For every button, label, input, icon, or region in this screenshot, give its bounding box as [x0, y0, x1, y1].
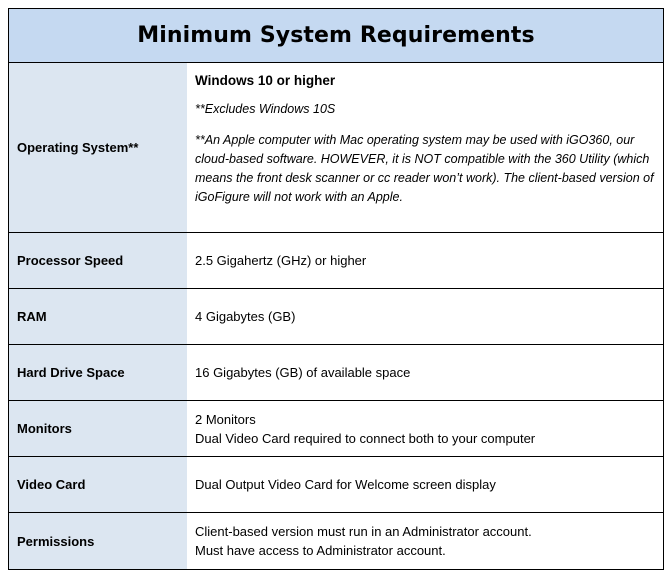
row-value-operating-system: [187, 63, 663, 232]
table-row-permissions: [9, 513, 663, 569]
table-header: [9, 9, 663, 63]
row-value-ram: 4 Gigabytes (GB): [195, 309, 296, 324]
apple-compatibility-note: **An Apple computer with Mac operating system may be used with iGO360, our cloud-based software. HOWEVER, it is NOT compatible with the 360 Utility (which means the front desk scanner or cc reader won’t work). The client-based version of iGoFigure will not work with an Apple.: [195, 133, 654, 204]
row-label-permissions: Permissions: [9, 513, 187, 569]
permissions-admin-account: Client-based version must run in an Administrator account.: [195, 524, 532, 539]
row-label-processor-speed: Processor Speed: [9, 233, 187, 288]
table-row-hard-drive-space: [9, 345, 663, 401]
row-label-monitors: Monitors: [9, 401, 187, 456]
row-value-permissions: [187, 513, 663, 569]
table-row-video-card: [9, 457, 663, 513]
requirements-table: [8, 8, 664, 570]
row-value-monitors: [187, 401, 663, 456]
table-row-processor-speed: [9, 233, 663, 289]
permissions-admin-access: Must have access to Administrator account.: [195, 543, 446, 558]
row-value-video-card: Dual Output Video Card for Welcome screen display: [195, 477, 496, 492]
row-value-processor-speed: 2.5 Gigahertz (GHz) or higher: [195, 253, 367, 268]
monitors-count: 2 Monitors: [195, 411, 256, 427]
table-row-ram: [9, 289, 663, 345]
row-label-ram: RAM: [9, 289, 187, 344]
row-value-hard-drive-space: 16 Gigabytes (GB) of available space: [195, 365, 411, 380]
os-requirement: Windows 10 or higher: [195, 73, 336, 88]
row-label-operating-system: Operating System**: [9, 63, 187, 232]
table-row-operating-system: [9, 63, 663, 233]
os-exclusion-note: **Excludes Windows 10S: [195, 102, 336, 116]
table-title: Minimum System Requirements: [137, 23, 535, 48]
monitors-video-card-note: Dual Video Card required to connect both to your computer: [195, 430, 536, 446]
table-row-monitors: [9, 401, 663, 457]
row-label-hard-drive-space: Hard Drive Space: [9, 345, 187, 400]
row-label-video-card: Video Card: [9, 457, 187, 512]
